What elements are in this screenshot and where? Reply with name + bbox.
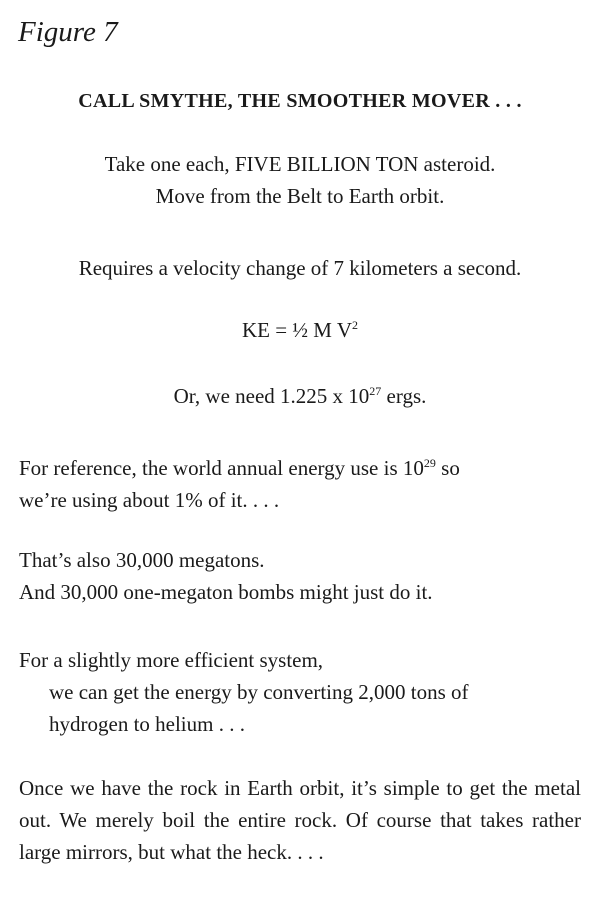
energy-conversion-line-2: hydrogen to helium . . . [49,712,245,736]
ergs-suffix: ergs. [381,384,427,408]
reference-line-2: we’re using about 1% of it. . . . [19,488,280,512]
figure-heading: CALL SMYTHE, THE SMOOTHER MOVER . . . [78,90,522,112]
velocity-requirement-line: Requires a velocity change of 7 kilometers a second. [78,256,522,280]
figure-label: Figure 7 [18,16,118,48]
move-route-line: Move from the Belt to Earth orbit. [155,184,445,208]
closing-paragraph: Once we have the rock in Earth orbit, it’s simple to get the metal out. We merely boil the entire rock. Of course that takes rather large mirrors, but what the heck. . . . [19,776,581,864]
ergs-prefix: Or, we need 1.225 x 10 [173,384,370,408]
reference-line-1 [19,452,584,484]
reference-suffix: so [435,456,460,480]
kinetic-energy-formula [0,314,600,346]
bombs-line: And 30,000 one-megaton bombs might just do it. [19,580,433,604]
energy-conversion-line-1: we can get the energy by converting 2,000 tons of [49,680,469,704]
ergs-exponent: 27 [369,384,382,398]
reference-prefix: For reference, the world annual energy use is 10 [19,456,424,480]
ergs-line [0,380,600,412]
asteroid-size-line: Take one each, FIVE BILLION TON asteroid. [104,152,496,176]
formula-base: KE = ½ M V [241,318,353,342]
reference-exponent: 29 [423,456,436,470]
megatons-line: That’s also 30,000 megatons. [19,548,265,572]
efficient-system-line: For a slightly more efficient system, [19,648,324,672]
formula-exponent: 2 [352,318,359,332]
